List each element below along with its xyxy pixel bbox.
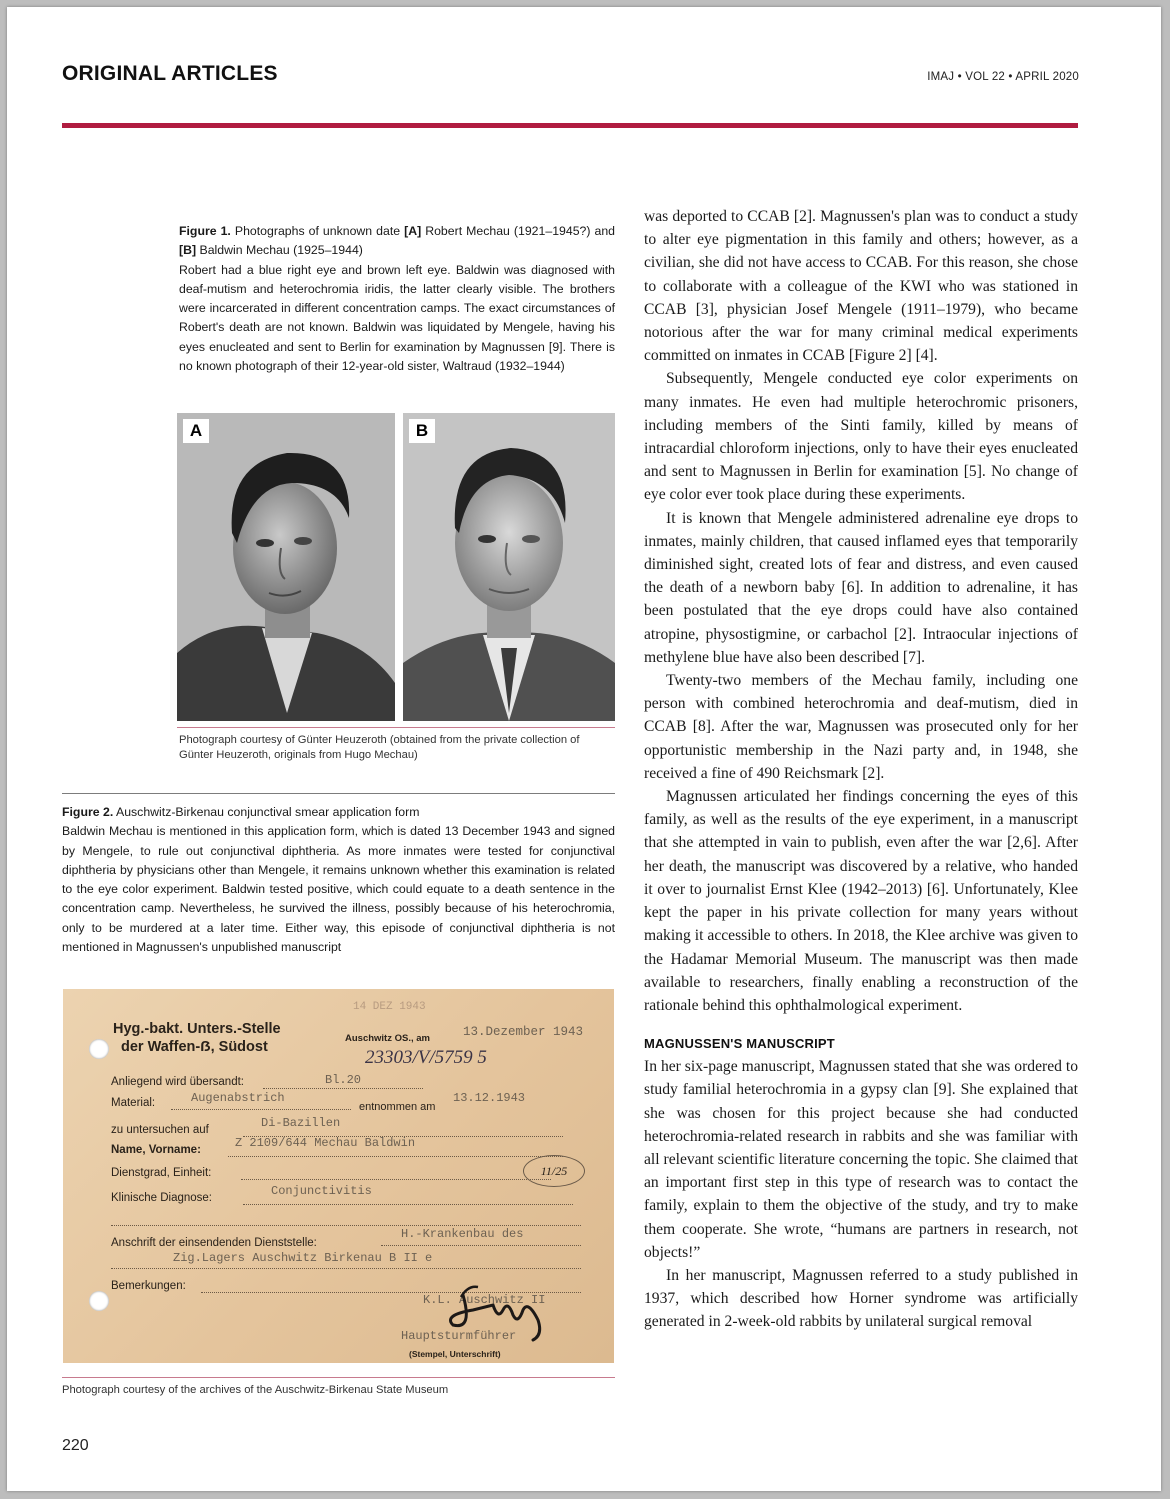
figure2-divider [62, 1377, 615, 1378]
figure1-caption-text3: Baldwin Mechau (1925–1944) [196, 243, 363, 258]
typed-date: 13.Dezember 1943 [463, 1025, 584, 1039]
journal-page [7, 7, 1161, 1491]
entnommen-value: 13.12.1943 [453, 1091, 526, 1105]
application-form-card [63, 989, 614, 1363]
figure2-caption [62, 803, 615, 957]
form-header-line2: der Waffen-ẞ, Südost [121, 1039, 268, 1055]
body-paragraph: was deported to CCAB [2]. Magnussen's plan was to conduct a study to alter eye pigmentation in this family and others; however, as a civilian, she did not have access to CCAB. For this reason, she chose to collaborate with a colleague of the KWI who was stationed in CCAB [3], physician Josef Mengele (1911–1979), who became notorious after the war for many criminal medical experiments committed on inmates in CCAB [Figure 2] [4]. [644, 208, 1078, 365]
article-body [644, 205, 1078, 1334]
section-title: ORIGINAL ARTICLES [62, 62, 278, 85]
figure1-marker-a: [A] [404, 224, 422, 238]
material-value: Augenabstrich [191, 1091, 285, 1105]
diagnose-value: Conjunctivitis [271, 1184, 372, 1198]
photo-baldwin-mechau [403, 413, 615, 721]
entnommen-label: entnommen am [359, 1101, 436, 1113]
received-stamp: 14 DEZ 1943 [353, 1001, 426, 1013]
anschrift-value2: Zig.Lagers Auschwitz Birkenau B II e [173, 1251, 433, 1265]
bemerkungen-label: Bemerkungen: [111, 1280, 186, 1292]
punch-hole [89, 1039, 109, 1059]
figure1-caption [179, 222, 615, 376]
place-label: Auschwitz OS., am [345, 1033, 430, 1044]
body-paragraph: In her manuscript, Magnussen referred to a study published in 1937, which described how Horner syndrome was artificially generated in 2-week-old rabbits by unilateral surgical removal [644, 1266, 1078, 1331]
figure2-caption-body: Baldwin Mechau is mentioned in this application form, which is dated 13 December 1943 and signed by Mengele, to rule out conjunctival diphtheria. As more inmates were tested for conjunctival diphtheria by physicians other than Mengele, it remains unknown whether this examination is related to the eye color experiment. Baldwin tested positive, which could equate to a death sentence in the concentration camp. Nevertheless, he survived the illness, possibly because of his heterochromia, only to be murdered at a later time. Either way, this episode of conjunctival diphtheria is not mentioned in Magnussen's unpublished manuscript [62, 824, 615, 955]
section-heading: MAGNUSSEN'S MANUSCRIPT [644, 1036, 835, 1052]
body-paragraph: Subsequently, Mengele conducted eye color experiments on many inmates. He even had multiple heterochromic prisoners, including members of the Sinti family, killed by means of intracardial chloroform injections, only to have their eyes enucleated and sent to Magnussen in Berlin for examination [5]. No change of eye color ever took place during these experiments. [644, 370, 1078, 504]
anliegend-value: Bl.20 [325, 1073, 362, 1087]
figure1-caption-body: Robert had a blue right eye and brown left eye. Baldwin was diagnosed with deaf-mutism and heterochromia iridis, the latter clearly visible. The brothers were incarcerated in different concentration camps. The exact circumstances of Robert's death are not known. Baldwin was liquidated by Mengele, having his eyes enucleated and sent to Berlin for examination by Magnussen [9]. There is no known photograph of their 12-year-old sister, Waltraud (1932–1944) [179, 262, 615, 374]
header-rule [62, 123, 1078, 128]
figure1-caption-text1: Photographs of unknown date [230, 224, 405, 238]
form-header-line1: Hyg.-bakt. Unters.-Stelle [113, 1021, 281, 1037]
body-paragraph: In her six-page manuscript, Magnussen stated that she was ordered to study familial heterochromia in a gypsy clan [9]. She explained that she was chosen for this project because she had conducted heterochromia-related research in rabbits and she was familiar with all relevant scientific literature concerning the topic. She claimed that an important first step in this type of research was to contact the family, explain to them the objective of the study, and try to make them cooperate. She wrote, “humans are partners in research, not objects!” [644, 1058, 1078, 1261]
circled-number-stamp: 11/25 [523, 1155, 585, 1187]
signature-line1: K.L. Auschwitz II [423, 1293, 546, 1307]
figure2-credit: Photograph courtesy of the archives of the Auschwitz-Birkenau State Museum [62, 1384, 449, 1396]
body-paragraph: Twenty-two members of the Mechau family, including one person with combined heterochromia and deaf-mutism, died in CCAB [8]. After the war, Magnussen was prosecuted only for her opportunistic membership in the Nazi party and, in 1948, she received a fine of 490 Reichsmark [2]. [644, 672, 1078, 782]
figure1-label: Figure 1. [179, 224, 231, 238]
material-label: Material: [111, 1097, 156, 1109]
untersuchen-value: Di-Bazillen [261, 1116, 341, 1130]
figure2-caption-title: Auschwitz-Birkenau conjunctival smear application form [113, 805, 420, 819]
portrait-a-illustration [177, 413, 395, 721]
untersuchen-label: zu untersuchen auf [111, 1124, 209, 1136]
anschrift-label: Anschrift der einsendenden Dienststelle: [111, 1237, 317, 1249]
name-value: Z 2109/644 Mechau Baldwin [235, 1136, 416, 1150]
mengele-signature [443, 1285, 563, 1345]
figure1-credit: Photograph courtesy of Günter Heuzeroth (obtained from the private collection of Günter Heuzeroth, originals from Hugo Mechau) [179, 734, 580, 761]
panel-label-a: A [183, 419, 209, 443]
body-paragraph: Magnussen articulated her findings concerning the eyes of this family, as well as the results of the eye experiment, in a manuscript that she attempted in vain to publish, even after the war [2,6]. After her death, the manuscript was discovered by a relative, who handed it over to journalist Ernst Klee (1942–2013) [6]. Unfortunately, Klee kept the paper in his private collection for many years without making it accessible to others. In 2018, the Klee archive was given to the Hadamar Memorial Museum. The manuscript was then made available to researchers, finally enabling a reconstruction of the rationale behind this ophthalmological experiment. [644, 788, 1078, 1014]
figure1-caption-text2: Robert Mechau (1921–1945?) and [421, 224, 616, 238]
anliegend-label: Anliegend wird übersandt: [111, 1076, 244, 1088]
name-label: Name, Vorname: [111, 1144, 201, 1156]
journal-info: IMAJ • VOL 22 • APRIL 2020 [927, 71, 1079, 83]
page-number: 220 [62, 1437, 89, 1454]
figure2-label: Figure 2. [62, 805, 114, 819]
body-paragraph: It is known that Mengele administered adrenaline eye drops to inmates, mainly children, that caused inflamed eyes that temporarily diminished sight, created lots of fear and distress, and even caused the death of a newborn baby [6]. In addition to adrenaline, it has been postulated that the eye drops could have also contained atropine, physostigmine, or carbachol [2]. Intraocular injections of methylene blue have also been described [7]. [644, 509, 1078, 666]
signature-line2: Hauptsturmführer [401, 1329, 517, 1343]
portrait-b-illustration [403, 413, 615, 721]
figure1-divider [177, 727, 615, 728]
stempel-label: (Stempel, Unterschrift) [409, 1349, 501, 1359]
figure1-marker-b: [B] [179, 243, 197, 258]
diagnose-label: Klinische Diagnose: [111, 1192, 213, 1204]
punch-hole [89, 1291, 109, 1311]
handwritten-number: 23303/V/5759 5 [365, 1047, 487, 1068]
panel-label-b: B [409, 419, 435, 443]
anschrift-value1: H.-Krankenbau des [401, 1227, 524, 1241]
photo-robert-mechau [177, 413, 395, 721]
dienstgrad-label: Dienstgrad, Einheit: [111, 1167, 212, 1179]
figure2-top-rule [62, 793, 615, 794]
